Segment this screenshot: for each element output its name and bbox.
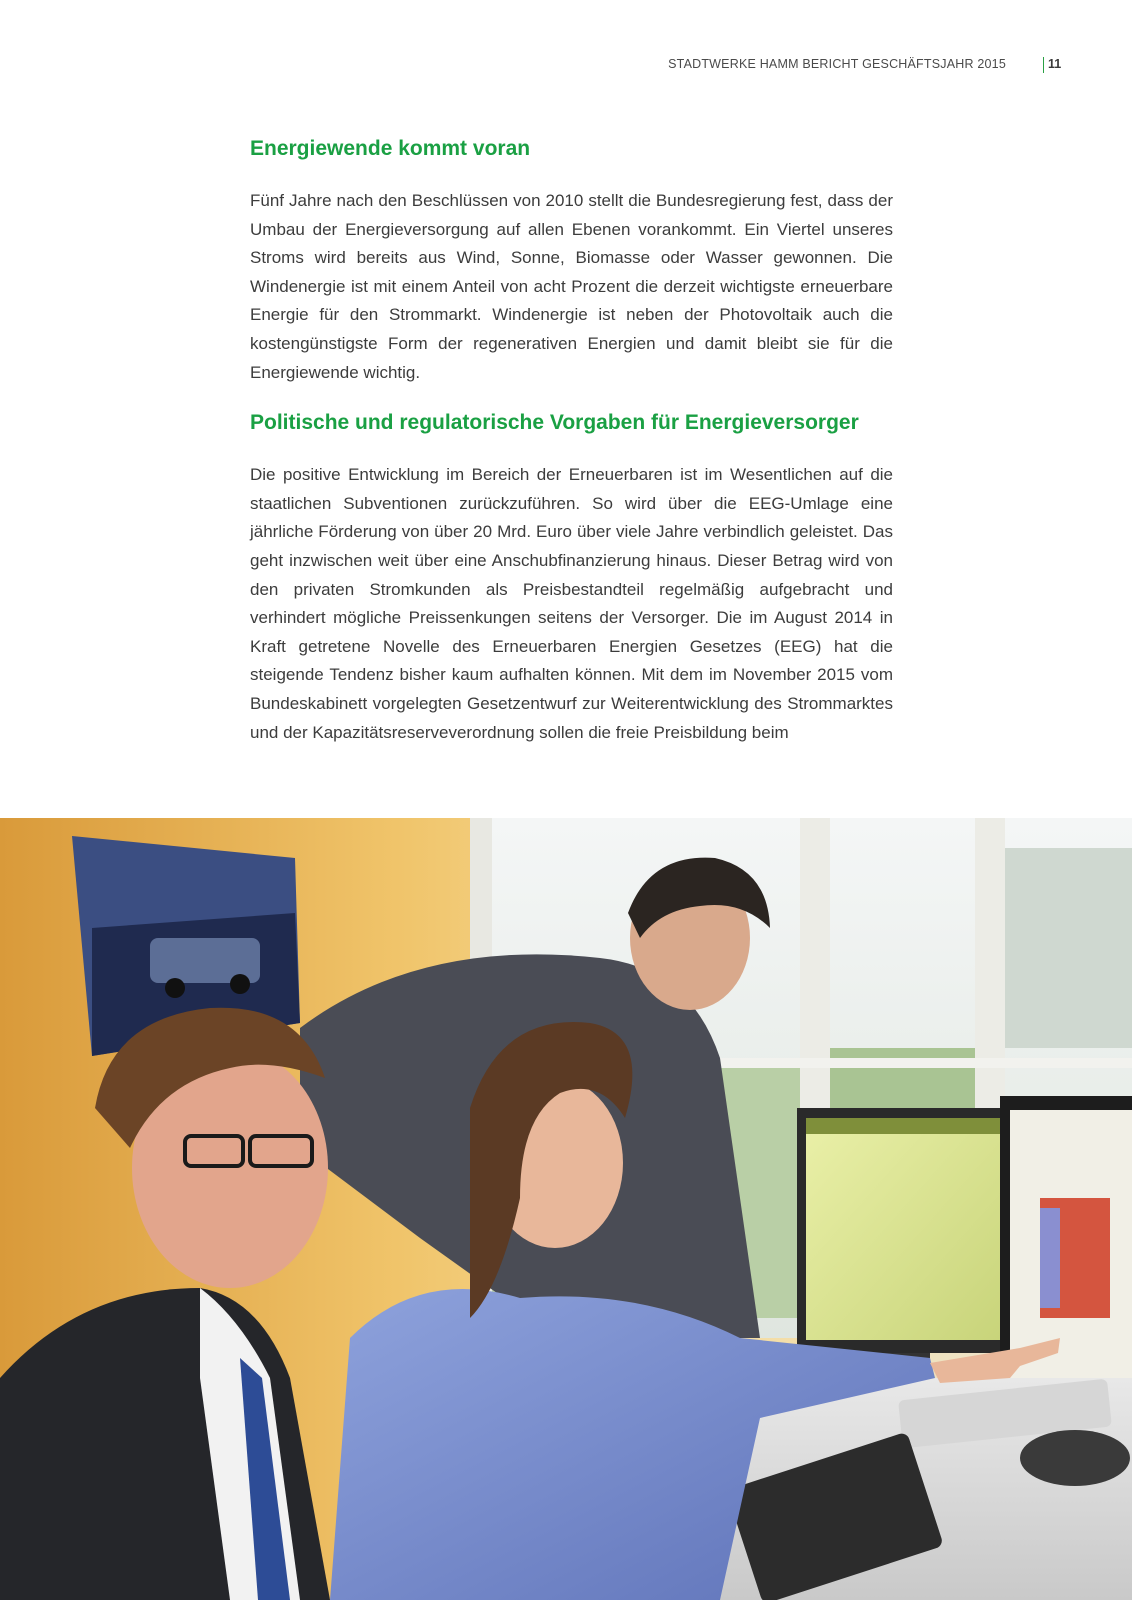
article-body — [250, 130, 893, 747]
section-heading-energiewende: Energiewende kommt voran — [250, 137, 531, 160]
section-heading-vorgaben: Politische und regulatorische Vorgaben für Energieversorger — [250, 411, 859, 435]
report-title: STADTWERKE HAMM BERICHT GESCHÄFTSJAHR 2015 — [668, 57, 1006, 71]
page-number: 11 — [1048, 57, 1062, 71]
section-paragraph-vorgaben: Die positive Entwicklung im Bereich der Erneuerbaren ist im Wesentlichen auf die staatlichen Subventionen zurückzuführen. So wird über die EEG-Umlage eine jährliche Förderung von über 20 Mrd. Euro über viele Jahre verbindlich geleistet. Das geht inzwischen weit über eine Anschubfinanzierung hinaus. Dieser Betrag wird von den privaten Stromkunden als Preisbestandteil regelmäßig aufgebracht und verhindert mögliche Preissenkungen seitens der Versorger. Die im August 2014 in Kraft getretene Novelle des Erneuerbaren Energien Gesetzes (EEG) hat die steigende Tendenz bisher kaum aufhalten können. Mit dem im November 2015 vom Bundeskabinett vorgelegten Gesetzentwurf zur Weiterentwicklung des Strommarktes und der Kapazitätsreserveverordnung sollen die freie Preisbildung beim — [250, 465, 893, 742]
header-divider — [1043, 57, 1044, 73]
running-header — [0, 57, 1132, 73]
section-paragraph-energiewende: Fünf Jahre nach den Beschlüssen von 2010 stellt die Bundesregierung fest, dass der Umbau der Energieversorgung auf allen Ebenen vorankommt. Ein Viertel unseres Stroms wird bereits aus Wind, Sonne, Biomasse oder Wasser gewonnen. Die Windenergie ist mit einem Anteil von acht Prozent die derzeit wichtigste erneuerbare Energie für den Strommarkt. Windenergie ist neben der Photovoltaik auch die kostengünstigste Form der regenerativen Energien und damit bleibt sie für die Energiewende wichtig. — [250, 191, 893, 382]
office-photo — [0, 818, 1132, 1600]
